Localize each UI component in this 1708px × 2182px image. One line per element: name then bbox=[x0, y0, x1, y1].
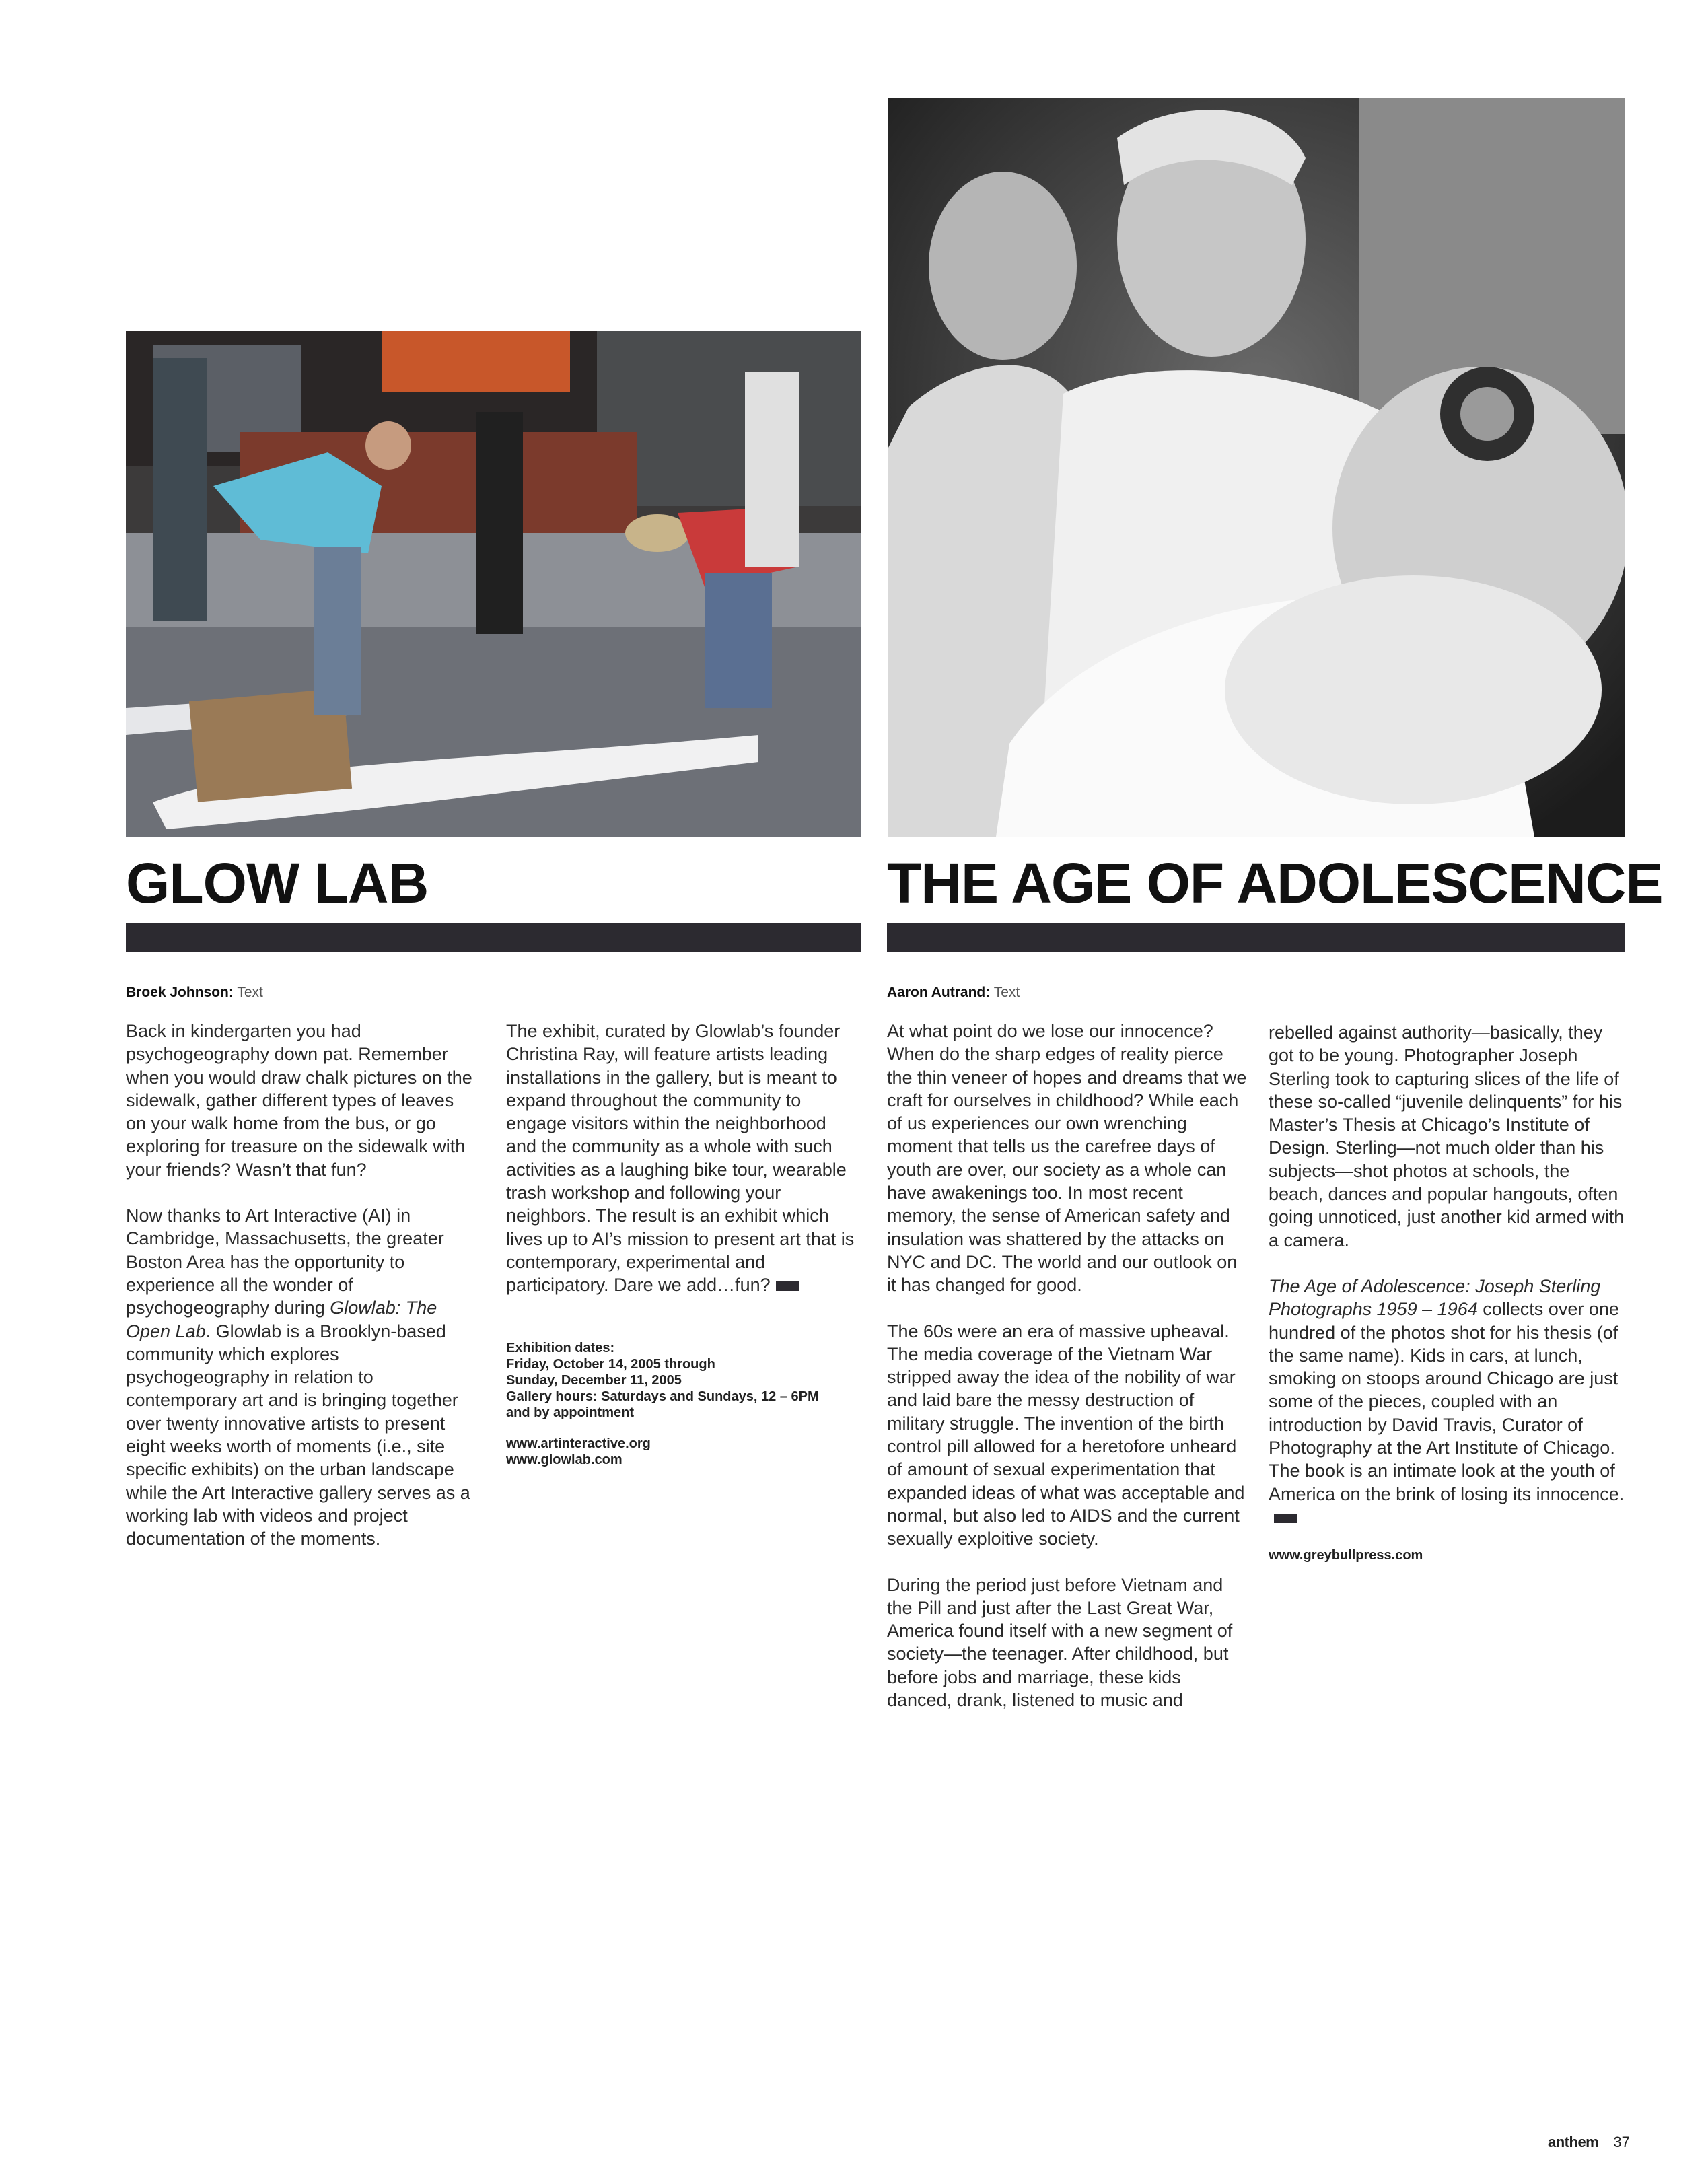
end-mark bbox=[776, 1281, 799, 1291]
byline-role: Text bbox=[993, 985, 1020, 1000]
link-glowlab[interactable]: www.glowlab.com bbox=[506, 1452, 622, 1467]
adolescence-photo bbox=[888, 98, 1625, 837]
glowlab-column-2 bbox=[506, 1020, 856, 1320]
glowlab-byline bbox=[126, 984, 263, 1001]
adolescence-column-2 bbox=[1269, 1021, 1625, 1551]
exhibit-title: Glowlab: The Open Lab bbox=[126, 1298, 437, 1341]
adolescence-byline bbox=[887, 984, 1020, 1001]
byline-author: Broek Johnson: bbox=[126, 985, 234, 1000]
paragraph: The exhibit, curated by Glowlab’s founder Christina Ray, will feature artists leading installations in the gallery, but is meant to expand throughout the community to engage visitors within the neighborhood and the community as a whole with such activities as a laughing bike tour, wearable trash workshop and following your neighbors. The result is an exhibit which lives up to AI’s mission to present art that is contemporary, experimental and participatory. Dare we add…fun? bbox=[506, 1021, 855, 1296]
page-number: 37 bbox=[1613, 2134, 1630, 2150]
paragraph: The Age of Adolescence: Joseph Sterling Photographs 1959 – 1964 collects over one hundred of the photos shot for his thesis (of the same name). Kids in cars, at lunch, smoking on stoops around Chicago are just some of the pieces, coupled with an introduction by David Travis, Curator of Photography at the Art Institute of Chicago. The book is an intimate look at the youth of America on the brink of losing its innocence. bbox=[1269, 1275, 1625, 1528]
paragraph: Now thanks to Art Interactive (AI) in Cambridge, Massachusetts, the greater Boston Area has the opportunity to experience all the wonder of psychogeography during Glowlab: The Open Lab. Glowlab is a Brooklyn-based community which explores psychogeography in relation to contemporary art and is bringing together over twenty innovative artists to present eight weeks worth of moments (i.e., site specific exhibits) on the urban landscape while the Art Interactive gallery serves as a working lab with videos and project documentation of the moments. bbox=[126, 1205, 470, 1549]
page-footer bbox=[1548, 2134, 1630, 2151]
headline-rule-right bbox=[887, 923, 1625, 952]
exhibition-info bbox=[506, 1340, 856, 1468]
exhibition-dates: Sunday, December 11, 2005 bbox=[506, 1373, 682, 1388]
magazine-name: anthem bbox=[1548, 2134, 1599, 2150]
link-greybullpress[interactable]: www.greybullpress.com bbox=[1269, 1548, 1423, 1563]
link-artinteractive[interactable]: www.artinteractive.org bbox=[506, 1436, 651, 1451]
byline-author: Aaron Autrand: bbox=[887, 985, 991, 1000]
adolescence-column-1 bbox=[887, 1020, 1250, 1734]
byline-role: Text bbox=[237, 985, 263, 1000]
gallery-hours: and by appointment bbox=[506, 1405, 634, 1420]
paragraph: During the period just before Vietnam and the Pill and just after the Last Great War, America found itself with a new segment of society—the teenager. After childhood, but before jobs and marriage, these kids danced, drank, listened to music and bbox=[887, 1574, 1233, 1711]
paragraph: rebelled against authority—basically, they got to be young. Photographer Joseph Sterling took to capturing slices of the life of these so-called “juvenile delinquents” for his Master’s Thesis at Chicago’s Institute of Design. Sterling—not much older than his subjects—shot photos at schools, the beach, dances and popular hangouts, often going unnoticed, just another kid armed with a camera. bbox=[1269, 1022, 1625, 1251]
paragraph: At what point do we lose our innocence? When do the sharp edges of reality pierce the thin veneer of hopes and dreams that we craft for ourselves in childhood? While each of us experiences our own wrenching moment that tells us the carefree days of youth are over, our society as a whole can have awakenings too. In most recent memory, the sense of American safety and insulation was shattered by the attacks on NYC and DC. The world and our outlook on it has changed for good. bbox=[887, 1021, 1247, 1296]
headline-rule-left bbox=[126, 923, 861, 952]
gallery-hours: Gallery hours: Saturdays and Sundays, 12 – 6PM bbox=[506, 1389, 819, 1404]
adolescence-headline: THE AGE OF ADOLESCENCE bbox=[887, 851, 1663, 915]
paragraph: The 60s were an era of massive upheaval. The media coverage of the Vietnam War stripped away the idea of the nobility of war and laid bare the messy destruction of military struggle. The invention of the birth control pill allowed for a heretofore unheard of amount of sexual experimentation that expanded ideas of what was acceptable and normal, but also led to AIDS and the current sexually exploitive society. bbox=[887, 1321, 1245, 1549]
glowlab-photo bbox=[126, 331, 861, 837]
book-title: The Age of Adolescence: Joseph Sterling Photographs 1959 – 1964 bbox=[1269, 1275, 1601, 1320]
exhibition-dates-label: Exhibition dates: bbox=[506, 1341, 615, 1356]
exhibition-dates: Friday, October 14, 2005 through bbox=[506, 1357, 715, 1372]
paragraph: Back in kindergarten you had psychogeography down pat. Remember when you would draw chalk pictures on the sidewalk, gather different types of leaves on your walk home from the bus, or go exploring for treasure on the sidewalk with your friends? Wasn’t that fun? bbox=[126, 1021, 472, 1180]
end-mark bbox=[1274, 1514, 1297, 1523]
glowlab-headline: GLOW LAB bbox=[126, 851, 429, 915]
glowlab-column-1 bbox=[126, 1020, 476, 1574]
